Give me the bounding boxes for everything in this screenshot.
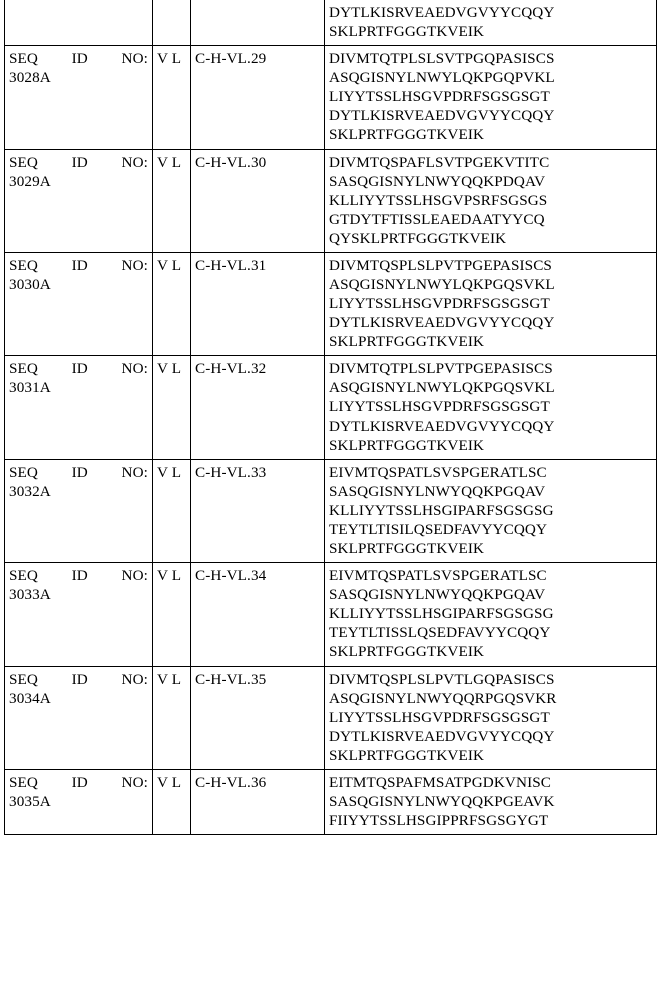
sequence-line: SASQGISNYLNWYQQKPGQAV	[329, 482, 546, 500]
sequence-cell	[325, 46, 657, 149]
table-row	[5, 356, 657, 459]
sequence-line: ASQGISNYLNWYLQKPGQSVKL	[329, 379, 555, 397]
sequence-line: GTDYTFTISSLEAEDAATYYCQ	[329, 210, 545, 228]
seq-id-label: SEQ ID NO:	[9, 773, 148, 791]
sequence-line: SKLPRTFGGGTKVEIK	[329, 643, 485, 661]
chain-cell	[153, 46, 191, 149]
sequence-line: SKLPRTFGGGTKVEIK	[329, 746, 485, 764]
sequence-table	[4, 0, 657, 835]
sequence-line: SKLPRTFGGGTKVEIK	[329, 23, 485, 41]
table-row	[5, 563, 657, 666]
clone-name-cell	[191, 666, 325, 769]
sequence-line: SASQGISNYLNWYQQKPGQAV	[329, 586, 546, 604]
chain-label: V L	[157, 50, 182, 68]
sequence-line: KLLIYYTSSLHSGIPARFSGSGSG	[329, 605, 554, 623]
sequence-line: ASQGISNYLNWYQQRPGQSVKR	[329, 689, 557, 707]
chain-cell	[153, 459, 191, 562]
seq-id-cell	[5, 149, 153, 252]
chain-label: V L	[157, 463, 182, 481]
seq-id-number: 3030A	[9, 276, 51, 294]
sequence-line: SASQGISNYLNWYQQKPDQAV	[329, 172, 546, 190]
clone-name-label: C-H-VL.33	[195, 463, 267, 481]
clone-name-label: C-H-VL.29	[195, 50, 267, 68]
sequence-line: EIVMTQSPATLSVSPGERATLSC	[329, 463, 547, 481]
sequence-line: DYTLKISRVEAEDVGVYYCQQY	[329, 727, 555, 745]
sequence-line: TEYTLTISSLQSEDFAVYYCQQY	[329, 624, 551, 642]
sequence-line: SKLPRTFGGGTKVEIK	[329, 540, 485, 558]
clone-name-cell	[191, 356, 325, 459]
sequence-line: SKLPRTFGGGTKVEIK	[329, 333, 485, 351]
seq-id-cell	[5, 252, 153, 355]
sequence-cell	[325, 252, 657, 355]
clone-name-label: C-H-VL.30	[195, 153, 267, 171]
seq-id-number: 3029A	[9, 172, 51, 190]
clone-name-cell	[191, 459, 325, 562]
sequence-line: LIYYTSSLHSGVPDRFSGSGSGT	[329, 88, 550, 106]
clone-name-label: C-H-VL.32	[195, 360, 267, 378]
chain-label: V L	[157, 360, 182, 378]
clone-name-label: C-H-VL.34	[195, 567, 267, 585]
sequence-line: DIVMTQSPAFLSVTPGEKVTITC	[329, 153, 550, 171]
sequence-line: EITMTQSPAFMSATPGDKVNISC	[329, 773, 552, 791]
sequence-line: FIIYYTSSLHSGIPPRFSGSGYGT	[329, 812, 549, 830]
sequence-line: LIYYTSSLHSGVPDRFSGSGSGT	[329, 708, 550, 726]
seq-id-label: SEQ ID NO:	[9, 360, 148, 378]
sequence-line: KLLIYYTSSLHSGVPSRFSGSGS	[329, 191, 548, 209]
sequence-line: ASQGISNYLNWYLQKPGQPVKL	[329, 69, 555, 87]
chain-label: V L	[157, 773, 182, 791]
table-row	[5, 459, 657, 562]
sequence-line: QYSKLPRTFGGGTKVEIK	[329, 229, 507, 247]
clone-name-cell	[191, 149, 325, 252]
seq-id-cell	[5, 666, 153, 769]
seq-id-label: SEQ ID NO:	[9, 670, 148, 688]
seq-id-number: 3035A	[9, 792, 51, 810]
sequence-line: LIYYTSSLHSGVPDRFSGSGSGT	[329, 295, 550, 313]
sequence-line: DYTLKISRVEAEDVGVYYCQQY	[329, 314, 555, 332]
sequence-line: TEYTLTISILQSEDFAVYYCQQY	[329, 520, 548, 538]
sequence-line: SKLPRTFGGGTKVEIK	[329, 436, 485, 454]
table-row	[5, 0, 657, 46]
sequence-cell	[325, 769, 657, 834]
chain-label: V L	[157, 256, 182, 274]
sequence-line: DIVMTQSPLSLPVTLGQPASISCS	[329, 670, 555, 688]
chain-cell	[153, 563, 191, 666]
sequence-line: DYTLKISRVEAEDVGVYYCQQY	[329, 4, 555, 21]
sequence-line: SASQGISNYLNWYQQKPGEAVK	[329, 792, 555, 810]
sequence-cell	[325, 666, 657, 769]
seq-id-cell	[5, 459, 153, 562]
table-row	[5, 769, 657, 834]
seq-id-cell	[5, 769, 153, 834]
seq-id-cell	[5, 563, 153, 666]
sequence-line: DIVMTQTPLSLSVTPGQPASISCS	[329, 50, 555, 68]
chain-label: V L	[157, 153, 182, 171]
seq-id-number: 3033A	[9, 586, 51, 604]
seq-id-number: 3028A	[9, 69, 51, 87]
sequence-line: KLLIYYTSSLHSGIPARFSGSGSG	[329, 501, 554, 519]
chain-label: V L	[157, 567, 182, 585]
seq-id-label: SEQ ID NO:	[9, 50, 148, 68]
seq-id-number: 3031A	[9, 379, 51, 397]
table-row	[5, 46, 657, 149]
chain-cell	[153, 666, 191, 769]
clone-name-cell	[191, 769, 325, 834]
seq-id-label: SEQ ID NO:	[9, 256, 148, 274]
seq-id-number: 3032A	[9, 482, 51, 500]
sequence-cell	[325, 356, 657, 459]
chain-cell	[153, 149, 191, 252]
sequence-line: ASQGISNYLNWYLQKPGQSVKL	[329, 276, 555, 294]
seq-id-label: SEQ ID NO:	[9, 567, 148, 585]
seq-id-label: SEQ ID NO:	[9, 463, 148, 481]
sequence-line: LIYYTSSLHSGVPDRFSGSGSGT	[329, 398, 550, 416]
table-row	[5, 252, 657, 355]
clone-name-cell	[191, 252, 325, 355]
clone-name-label: C-H-VL.36	[195, 773, 267, 791]
clone-name-label: C-H-VL.31	[195, 256, 267, 274]
seq-id-number: 3034A	[9, 689, 51, 707]
sequence-cell	[325, 563, 657, 666]
chain-cell	[153, 356, 191, 459]
chain-cell	[153, 769, 191, 834]
chain-cell	[153, 252, 191, 355]
sequence-cell	[325, 149, 657, 252]
sequence-line: DYTLKISRVEAEDVGVYYCQQY	[329, 417, 555, 435]
clone-name-cell	[191, 0, 325, 46]
sequence-line: SKLPRTFGGGTKVEIK	[329, 126, 485, 144]
chain-cell	[153, 0, 191, 46]
seq-id-label: SEQ ID NO:	[9, 153, 148, 171]
table-row	[5, 666, 657, 769]
sequence-cell	[325, 0, 657, 46]
clone-name-cell	[191, 46, 325, 149]
seq-id-cell	[5, 0, 153, 46]
sequence-line: DIVMTQTPLSLPVTPGEPASISCS	[329, 360, 553, 378]
clone-name-label: C-H-VL.35	[195, 670, 267, 688]
sequence-cell	[325, 459, 657, 562]
sequence-line: EIVMTQSPATLSVSPGERATLSC	[329, 567, 547, 585]
seq-id-cell	[5, 356, 153, 459]
sequence-table-body	[5, 0, 657, 835]
clone-name-cell	[191, 563, 325, 666]
table-row	[5, 149, 657, 252]
chain-label: V L	[157, 670, 182, 688]
sequence-line: DYTLKISRVEAEDVGVYYCQQY	[329, 107, 555, 125]
seq-id-cell	[5, 46, 153, 149]
sequence-line: DIVMTQSPLSLPVTPGEPASISCS	[329, 256, 552, 274]
